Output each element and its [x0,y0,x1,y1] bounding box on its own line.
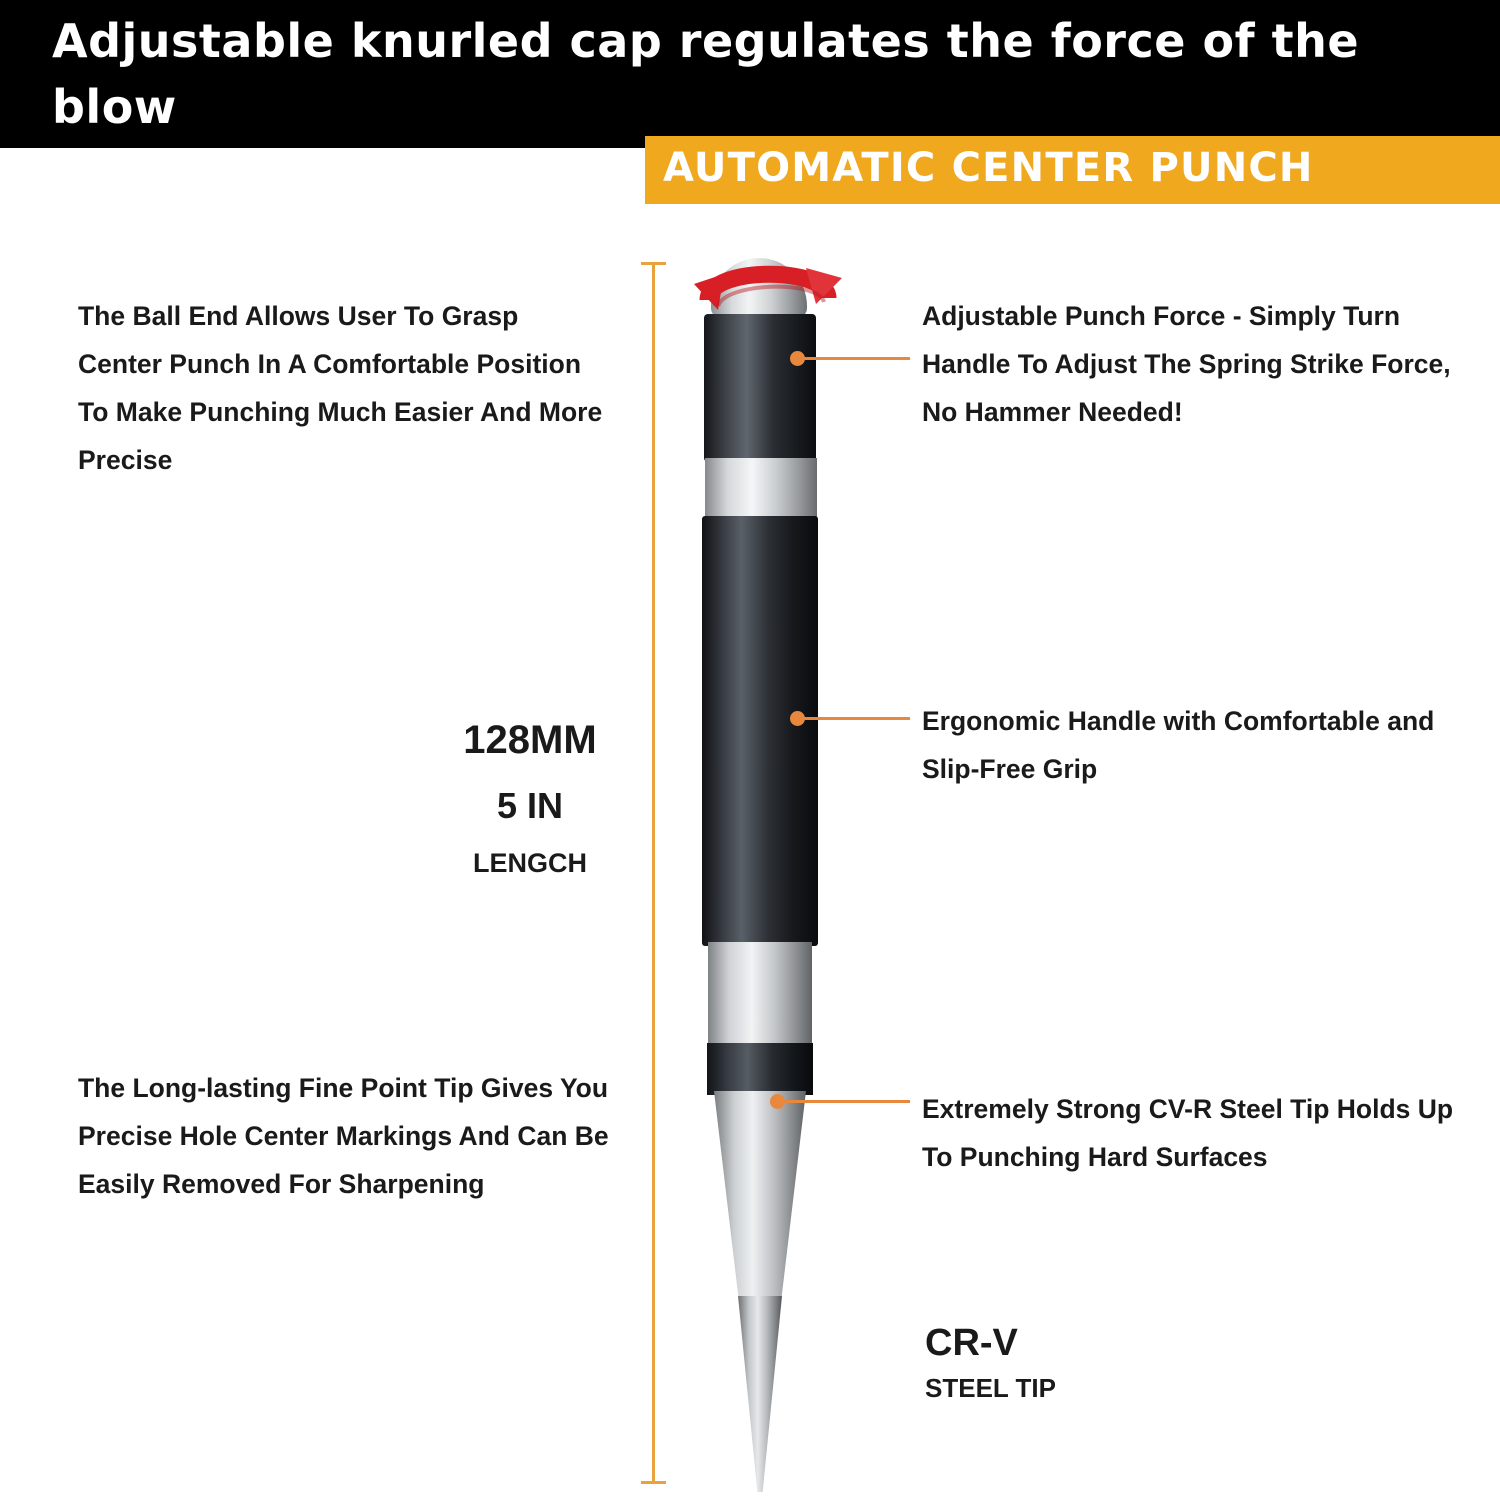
page-title: Adjustable knurled cap regulates the force of the blow [52,14,1360,134]
material-name-label: CR-V [925,1322,1018,1364]
callout-adjustable-force: Adjustable Punch Force - Simply Turn Handle To Adjust The Spring Strike Force, No Hammer Needed! [922,301,1451,427]
length-in-label: 5 IN [496,785,564,826]
callout-ball-end: The Ball End Allows User To Grasp Center Punch In A Comfortable Position To Make Punching Much Easier And More Precise [78,301,603,475]
subtitle-text: AUTOMATIC CENTER PUNCH [663,145,1314,191]
length-mm-label: 128MM [463,718,597,762]
lower-knurled-ring [707,1043,813,1095]
callout-steel-tip: Extremely Strong CV-R Steel Tip Holds Up To Punching Hard Surfaces [922,1094,1454,1172]
length-caption: LENGCH [473,848,587,878]
knurled-handle-body [702,516,818,946]
dimension-cap-top [641,262,666,265]
center-punch-illustration [688,258,848,1498]
leader-line-tip [780,1100,910,1103]
callout-ergonomic-handle: Ergonomic Handle with Comfortable and Slip-Free Grip [922,706,1435,784]
lower-silver-collar [708,942,812,1050]
leader-line-force [800,357,910,360]
tip-cone [714,1091,806,1301]
rotation-arrow-icon [678,248,858,338]
steel-tip-needle [738,1296,782,1492]
subtitle-banner [645,136,1500,204]
leader-line-handle [800,717,910,720]
upper-silver-collar [705,458,817,520]
dimension-line [652,262,655,1484]
material-caption-label: STEEL TIP [925,1373,1056,1403]
callout-fine-point: The Long-lasting Fine Point Tip Gives You Precise Hole Center Markings And Can Be Easily Removed For Sharpening [78,1073,609,1199]
dimension-cap-bottom [641,1481,666,1484]
